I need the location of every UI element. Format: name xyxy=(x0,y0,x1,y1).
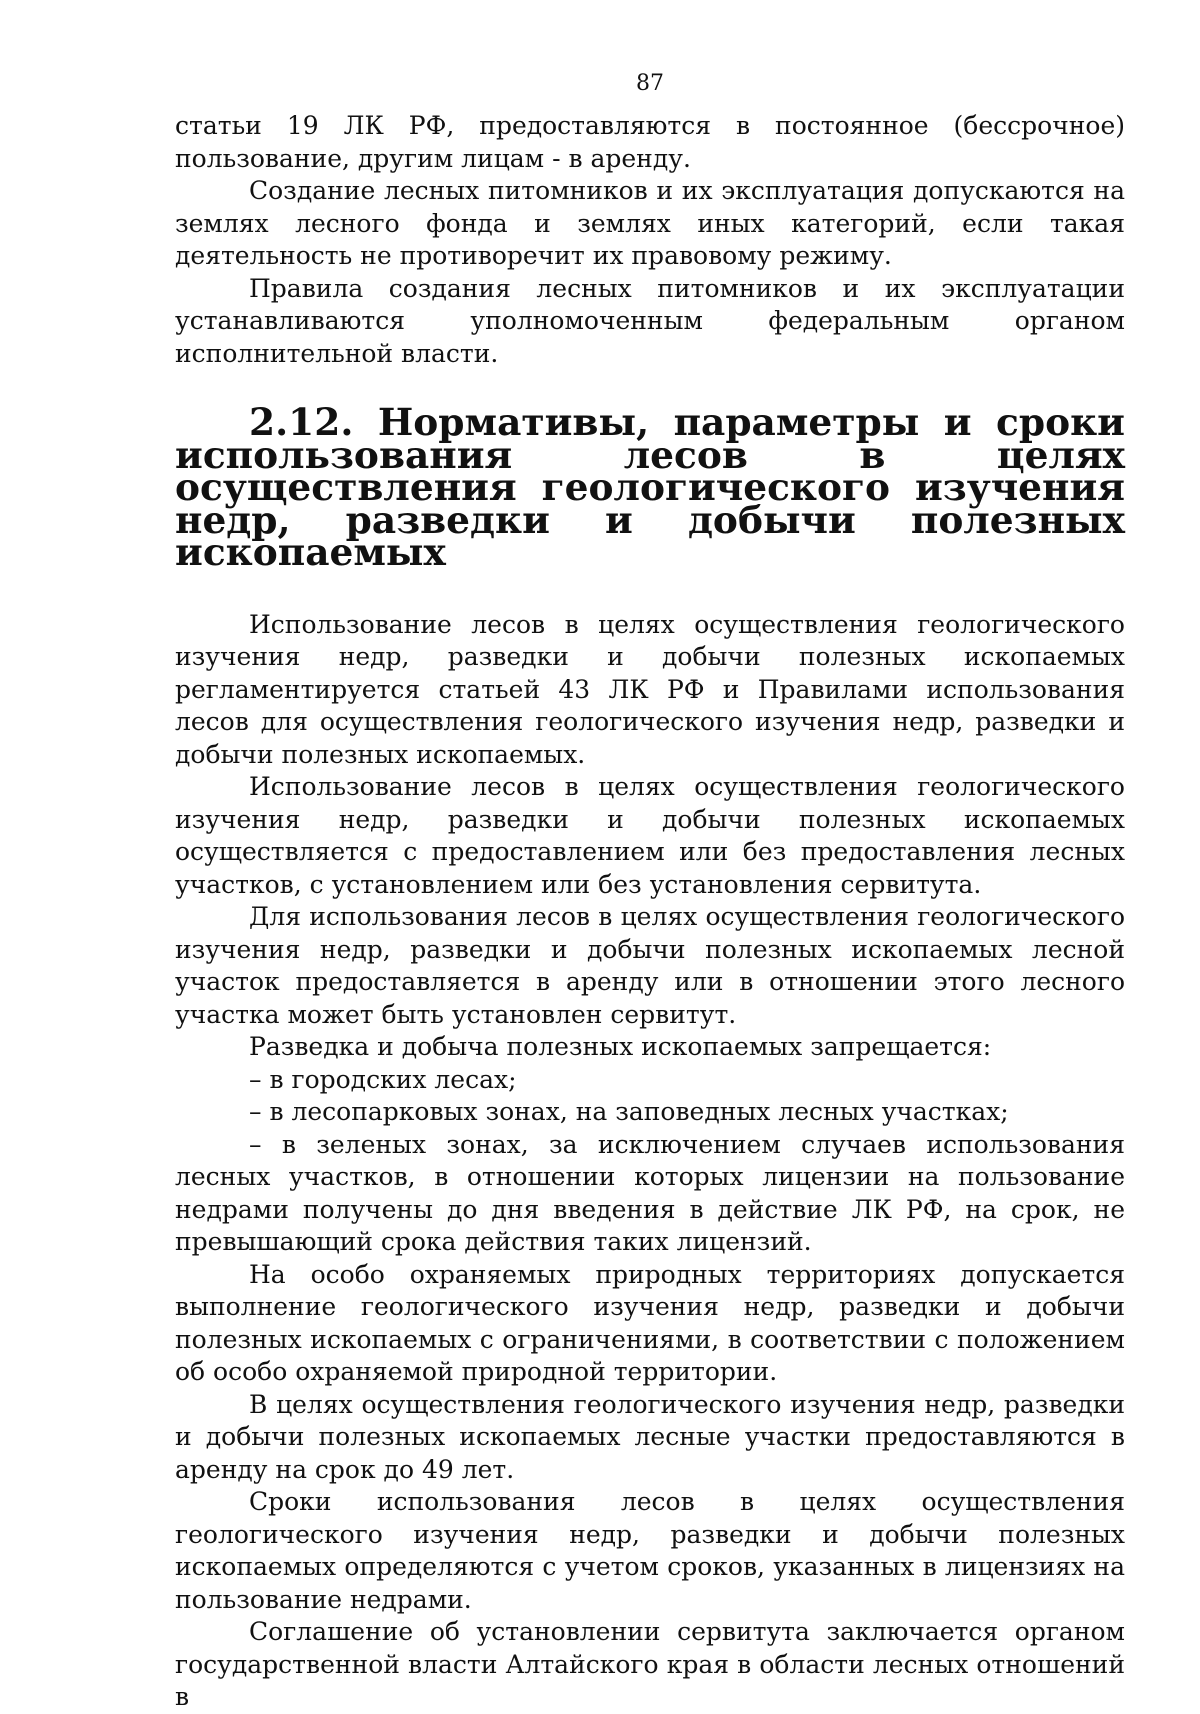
section-heading: 2.12. Нормативы, параметры и сроки использования лесов в целях осуществления геологического изучения недр, разведки и добычи полезных ископаемых xyxy=(175,400,1125,574)
paragraph-protected-areas: На особо охраняемых природных территориях допускается выполнение геологического изучения недр, разведки и добычи полезных ископаемых с ограничениями, в соответствии с положением об особо охраняемой природной территории. xyxy=(175,1259,1125,1386)
paragraph-nurseries-creation: Создание лесных питомников и их эксплуатация допускаются на землях лесного фонда и землях иных категорий, если такая деятельность не противоречит их правовому режиму. xyxy=(175,176,1125,270)
paragraph-servitude-agreement: Соглашение об установлении сервитута заключается органом государственной власти Алтайского края в области лесных отношений в xyxy=(175,1617,1125,1711)
paragraph-lease-term: В целях осуществления геологического изучения недр, разведки и добычи полезных ископаемых лесные участки предоставляются в аренду на срок до 49 лет. xyxy=(175,1389,1125,1484)
paragraph-use-modes: Использование лесов в целях осуществления геологического изучения недр, разведки и добычи полезных ископаемых осуществляется с предоставлением или без предоставления лесных участков, с установлением или без установления сервитута. xyxy=(175,772,1125,899)
paragraph-regulation: Использование лесов в целях осуществления геологического изучения недр, разведки и добычи полезных ископаемых регламентируется статьей 43 ЛК РФ и Правилами использования лесов для осуществления геологического изучения недр, разведки и добычи полезных ископаемых. xyxy=(175,609,1125,769)
page-number: 87 xyxy=(636,71,664,96)
paragraph-continuation: статьи 19 ЛК РФ, предоставляются в постоянное (бессрочное) пользование, другим лицам - в аренду. xyxy=(175,111,1125,173)
paragraph-lease: Для использования лесов в целях осуществления геологического изучения недр, разведки и добычи полезных ископаемых лесной участок предоставляется в аренду или в отношении этого лесного участка может быть установлен сервитут. xyxy=(175,902,1125,1029)
list-item: – в лесопарковых зонах, на заповедных лесных участках; xyxy=(249,1097,1009,1126)
list-item: – в городских лесах; xyxy=(249,1064,517,1094)
document-page xyxy=(175,70,1125,1714)
paragraph-prohibition-intro: Разведка и добыча полезных ископаемых запрещается: xyxy=(249,1032,992,1061)
list-item: – в зеленых зонах, за исключением случаев использования лесных участков, в отношении которых лицензии на пользование недрами получены до дня введения в действие ЛК РФ, на срок, не превышающий срока действия таких лицензий. xyxy=(175,1129,1125,1256)
paragraph-use-terms: Сроки использования лесов в целях осуществления геологического изучения недр, разведки и добычи полезных ископаемых определяются с учетом сроков, указанных в лицензиях на пользование недрами. xyxy=(175,1487,1125,1614)
paragraph-nurseries-rules: Правила создания лесных питомников и их эксплуатации устанавливаются уполномоченным федеральным органом исполнительной власти. xyxy=(175,273,1125,368)
